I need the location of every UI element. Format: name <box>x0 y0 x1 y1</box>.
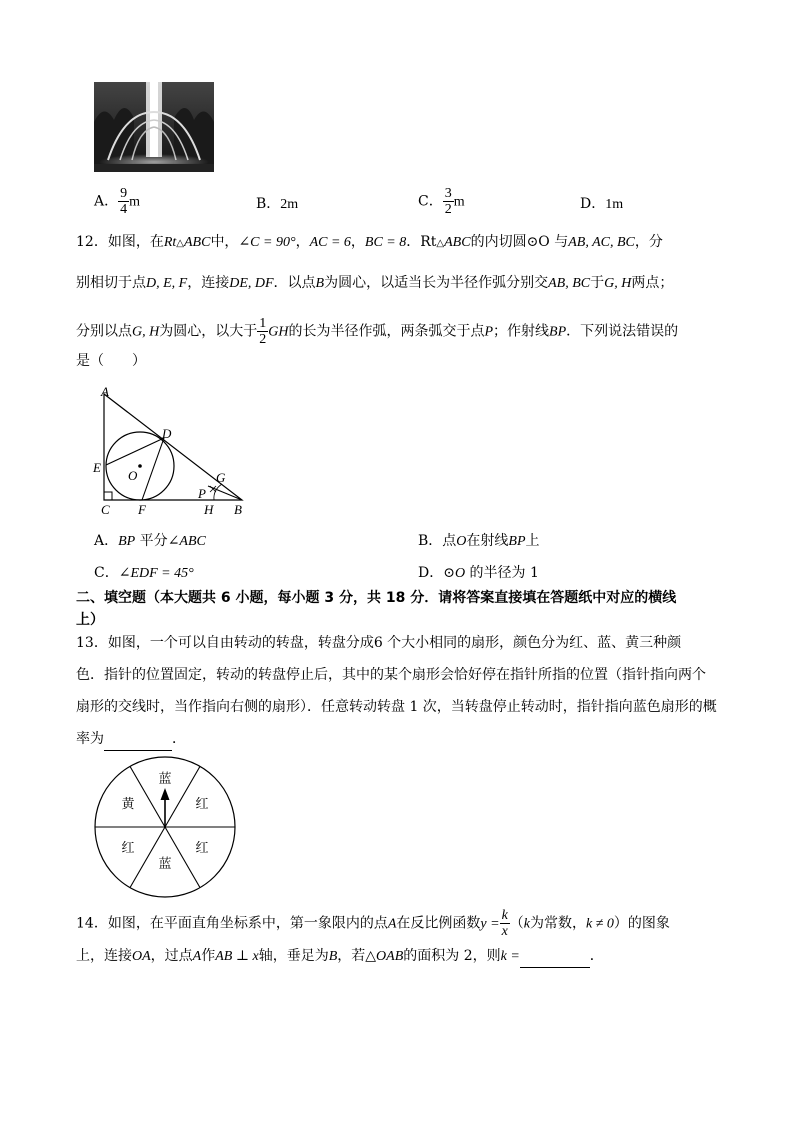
label-H: H <box>204 502 214 517</box>
q11-option-b: B．2m <box>256 196 299 212</box>
q12-option-b: B．点O在射线BP上 <box>418 533 540 549</box>
q13-line-3: 扇形的交线时，当作指向右侧的扇形）．任意转动转盘 1 次，当转盘停止转动时，指针指向蓝色扇形的概 <box>76 699 717 715</box>
label-O: O <box>128 468 138 483</box>
sector-top: 蓝 <box>158 772 172 787</box>
q13-spinner-figure <box>92 754 238 900</box>
sector-top-left: 黄 <box>121 797 135 812</box>
q11-option-d: D．1m <box>580 196 624 212</box>
q13-line-1: 13．如图，一个可以自由转动的转盘，转盘分成6 个大小相同的扇形，颜色分为红、蓝、黄三种颜 <box>76 635 682 651</box>
fountain-photo <box>94 82 214 172</box>
label-A: A <box>101 384 109 399</box>
label-F: F <box>138 502 146 517</box>
q12-line-4: 是（ ） <box>76 353 146 369</box>
sector-bottom-right: 红 <box>195 841 209 856</box>
q14-line-1: 14．如图，在平面直角坐标系中，第一象限内的点A在反比例函数y = $\frac{k}{x}$ （k为常数，k ≠ 0）的图象 <box>76 908 670 939</box>
q12-triangle-figure <box>86 380 256 520</box>
q12-line-2: 别相切于点D, E, F，连接DE, DF．以点B为圆心，以适当长为半径作弧分别交AB, BC于G, H两点； <box>76 275 674 291</box>
sector-bottom-left: 红 <box>121 841 135 856</box>
fountain-image <box>94 82 214 172</box>
label-D: D <box>162 426 172 441</box>
label-G: G <box>216 470 226 485</box>
q13-line-4: 率为 ． <box>76 728 756 751</box>
sector-top-right: 红 <box>195 797 209 812</box>
q11-option-a: A． $\frac{9}{4}$ m <box>94 186 141 217</box>
sector-bottom: 蓝 <box>158 857 172 872</box>
q12-line-3: 分别以点G, H为圆心，以大于 $\frac{1}{2}$ GH的长为半径作弧，两条弧交于点P；作射线BP．下列说法错误的 <box>76 316 679 347</box>
q13-answer-blank[interactable] <box>104 728 172 751</box>
q11-option-c: C． $\frac{3}{2}$ m <box>418 186 465 217</box>
label-E: E <box>93 460 101 475</box>
q14-answer-blank[interactable] <box>520 945 590 968</box>
q12-option-a: A．BP 平分∠ABC <box>94 533 206 549</box>
q14-line-2: 上，连接OA，过点A作AB ⊥ x轴，垂足为B，若△OAB的面积为 2，则k = ． <box>76 945 756 968</box>
q13-line-2: 色．指针的位置固定，转动的转盘停止后，其中的某个扇形会恰好停在指针所指的位置（指针指向两个 <box>76 667 706 683</box>
label-P: P <box>198 486 206 501</box>
q12-option-d: D．⊙O 的半径为 1 <box>418 565 539 581</box>
label-B: B <box>234 502 242 517</box>
section-2-heading: 二、填空题（本大题共 6 小题，每小题 3 分，共 18 分．请将答案直接填在答题纸中对应的横线 上） <box>76 590 677 628</box>
label-C: C <box>101 502 110 517</box>
q12-option-c: C．∠EDF = 45° <box>94 565 194 581</box>
q12-line-1: 12．如图，在Rt△ABC中，∠C = 90°，AC = 6，BC = 8．Rt△ABC的内切圆⊙O 与AB, AC, BC，分 <box>76 234 663 250</box>
